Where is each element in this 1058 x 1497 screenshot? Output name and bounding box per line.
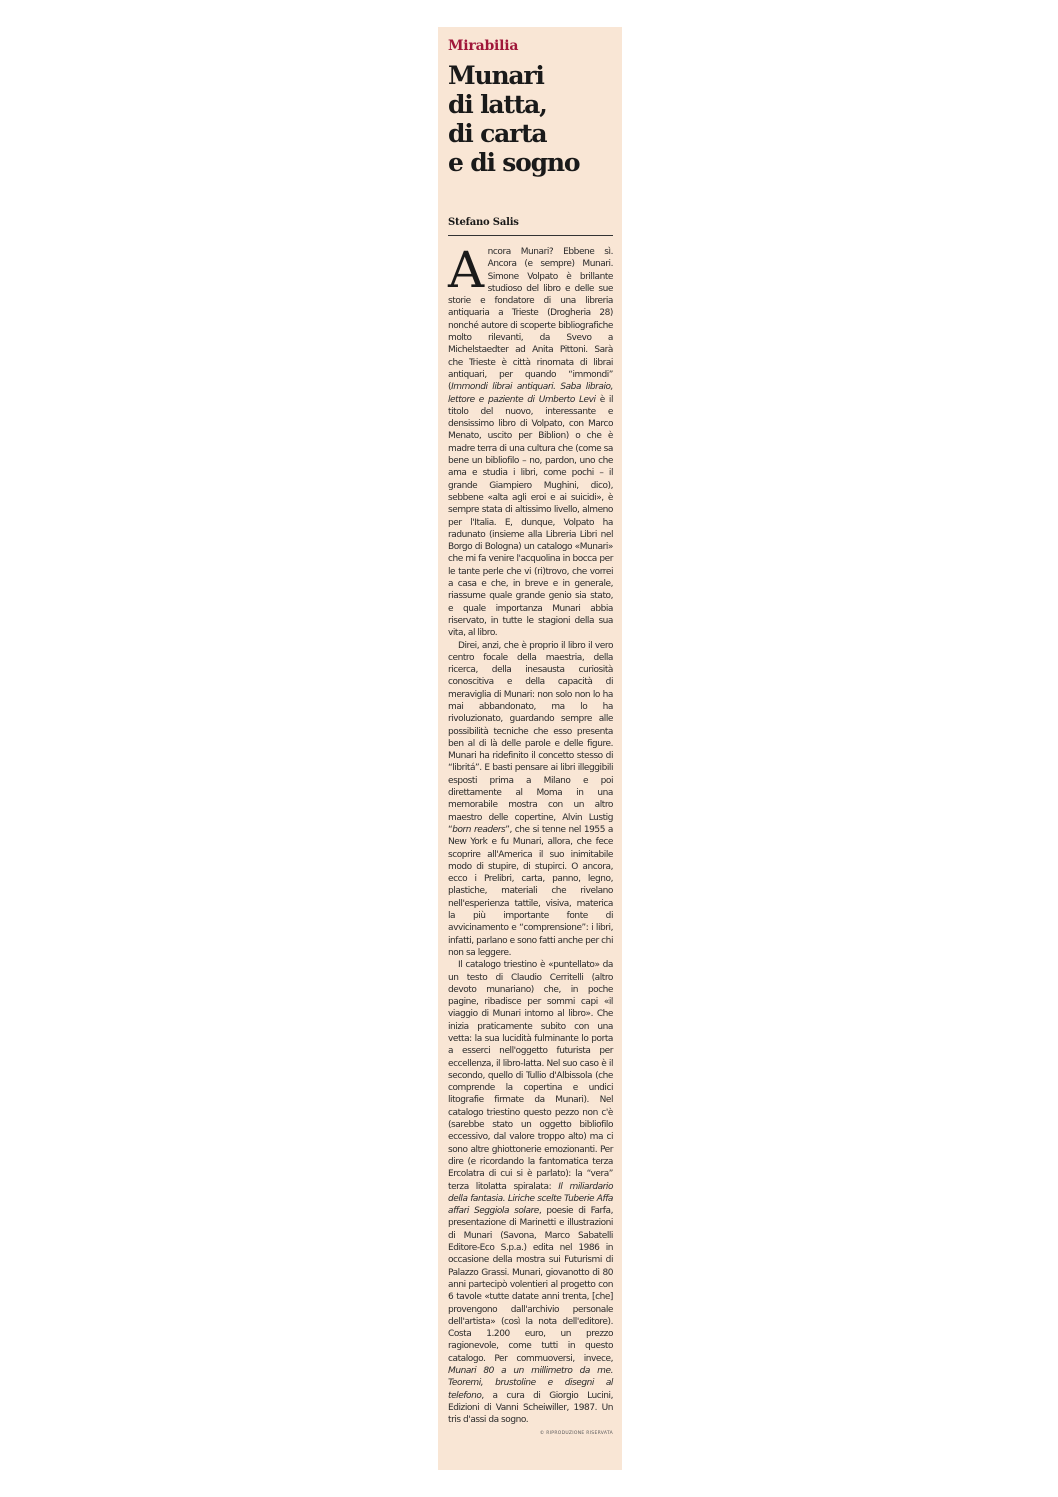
headline-line-3: di carta	[448, 119, 547, 148]
article-body	[448, 241, 613, 1427]
paragraph-2-text-a: Direi, anzi, che è proprio il libro il vero centro focale della maestria, della ricerca, della inesausta curiosità conoscitiva e della capacità di meraviglia di Munari: non solo non lo ha mai abbandonato, ma lo ha rivoluzionato, guardando sempre alle possibilità tecniche che esso presenta ben al di là delle parole e delle figure. Munari ha ridefinito il concetto stesso di “libritá”. E basti pensare ai libri illeggibili esposti prima a Milano e poi direttamente al Moma in una memorabile mostra con un altro maestro delle copertine, Alvin Lustig “	[448, 640, 613, 835]
paragraph-3	[448, 959, 613, 1426]
rubric: Mirabilia	[448, 38, 519, 54]
newspaper-column	[438, 27, 622, 1470]
headline-line-4: e di sogno	[448, 148, 580, 177]
exhibition-title: born readers	[452, 824, 506, 835]
book-title: Munari 80 a un millimetro da me. Teoremi, brustoline e disegni al telefono	[448, 1366, 613, 1401]
paragraph-3-text-c: , a cura di Giorgio Lucini, Edizioni di Vanni Scheiwiller, 1987. Un tris d'assi da sogno.	[448, 1390, 613, 1426]
paragraph-1-text-b: è il titolo del nuovo, interessante e densissimo libro di Volpato, con Marco Menato, uscito per Biblion) o che è madre terra di una cultura che (come sa bene un bibliofilo – no, pardon, uno che ama e studia i libri, come pochi – il grande Giampiero Mughini, dico), sebbene «alta agli eroi e ai suicidi», è sempre stata di altissimo livello, almeno per l'Italia. E, dunque, Volpato ha radunato (insieme alla Libreria Libri nel Borgo di Bologna) un catalogo «Munari» che mi fa venire l'acquolina in bocca per le tante perle che vi (ri)trovo, che vorrei a casa e che, in breve e in generale, riassume quale grande genio sia stato, e quale importanza Munari abbia riservato, in tutte le stagioni della sua vita, al libro.	[448, 394, 613, 639]
paragraph-3-text-b: , poesie di Farfa, presentazione di Marinetti e illustrazioni di Munari (Savona, Marco Sabatelli Editore-Eco S.p.a.) edita nel 1986 in occasione della mostra sui Futurismi di Palazzo Grassi. Munari, giovanotto di 80 anni partecipò volentieri al progetto con 6 tavole «tutte datate anni trenta, [che] provengono dall'archivio personale dell'artista» (così la nota dell'editore). Costa 1.200 euro, un prezzo ragionevole, come tutti in questo catalogo. Per commuoversi, invece,	[448, 1206, 613, 1364]
paragraph-2	[448, 640, 613, 960]
copyright-notice: © RIPRODUZIONE RISERVATA	[539, 1430, 613, 1436]
paragraph-2-text-b: ”, che si tenne nel 1955 a New York e fu Munari, allora, che fece scoprire all'America il suo inimitabile modo di stupire, di stupirci. O ancora, ecco i Prelibri, carta, panno, legno, plastiche, materiali che rivelano nell'esperienza tattile, visiva, materica la più importante fonte di avvicinamento e “comprensione”: i libri, infatti, parlano e sono fatti anche per chi non sa leggere.	[448, 824, 613, 958]
book-title: Immondi librai antiquari. Saba libraio, lettore e paziente di Umberto Levi	[448, 382, 613, 405]
drop-cap: A	[448, 241, 484, 299]
headline	[448, 61, 613, 177]
headline-line-1: Munari	[448, 61, 544, 90]
paragraph-1	[448, 241, 613, 640]
byline: Stefano Salis	[448, 217, 613, 236]
book-title: Il miliardario della fantasia. Liriche scelte Tuberie Affa affari Seggiola solare	[448, 1181, 613, 1217]
headline-line-2: di latta,	[448, 90, 547, 119]
paragraph-1-text-a: ncora Munari? Ebbene sì. Ancora (e sempre) Munari. Simone Volpato è brillante studioso del libro e delle sue storie e fondatore di una libreria antiquaria a Trieste (Drogheria 28) nonché autore di scoperte bibliografiche molto rilevanti, da Svevo a Michelstaedter ad Anita Pittoni. Sarà che Trieste è città rinomata di librai antiquari, per quando “immondi” (	[448, 247, 613, 393]
paragraph-3-text-a: Il catalogo triestino è «puntellato» da un testo di Claudio Cerritelli (altro devoto munariano) che, in poche pagine, ribadisce per sommi capi «il viaggio di Munari intorno al libro». Che inizia praticamente subito con una vetta: la sua lucidità fulminante lo porta a esserci nell'oggetto futurista per eccellenza, il libro-latta. Nel suo caso è il secondo, quello di Tullio d'Albissola (che comprende la copertina e undici litografie firmate da Munari). Nel catalogo triestino questo pezzo non c'è (sarebbe stato un oggetto bibliofilo eccessivo, dal valore troppo alto) ma ci sono altre ghiottonerie emozionanti. Per dire (e ricordando la fantomatica terza Ercolatra di cui si è parlato): la “vera” terza litolatta spiralata:	[448, 960, 613, 1192]
